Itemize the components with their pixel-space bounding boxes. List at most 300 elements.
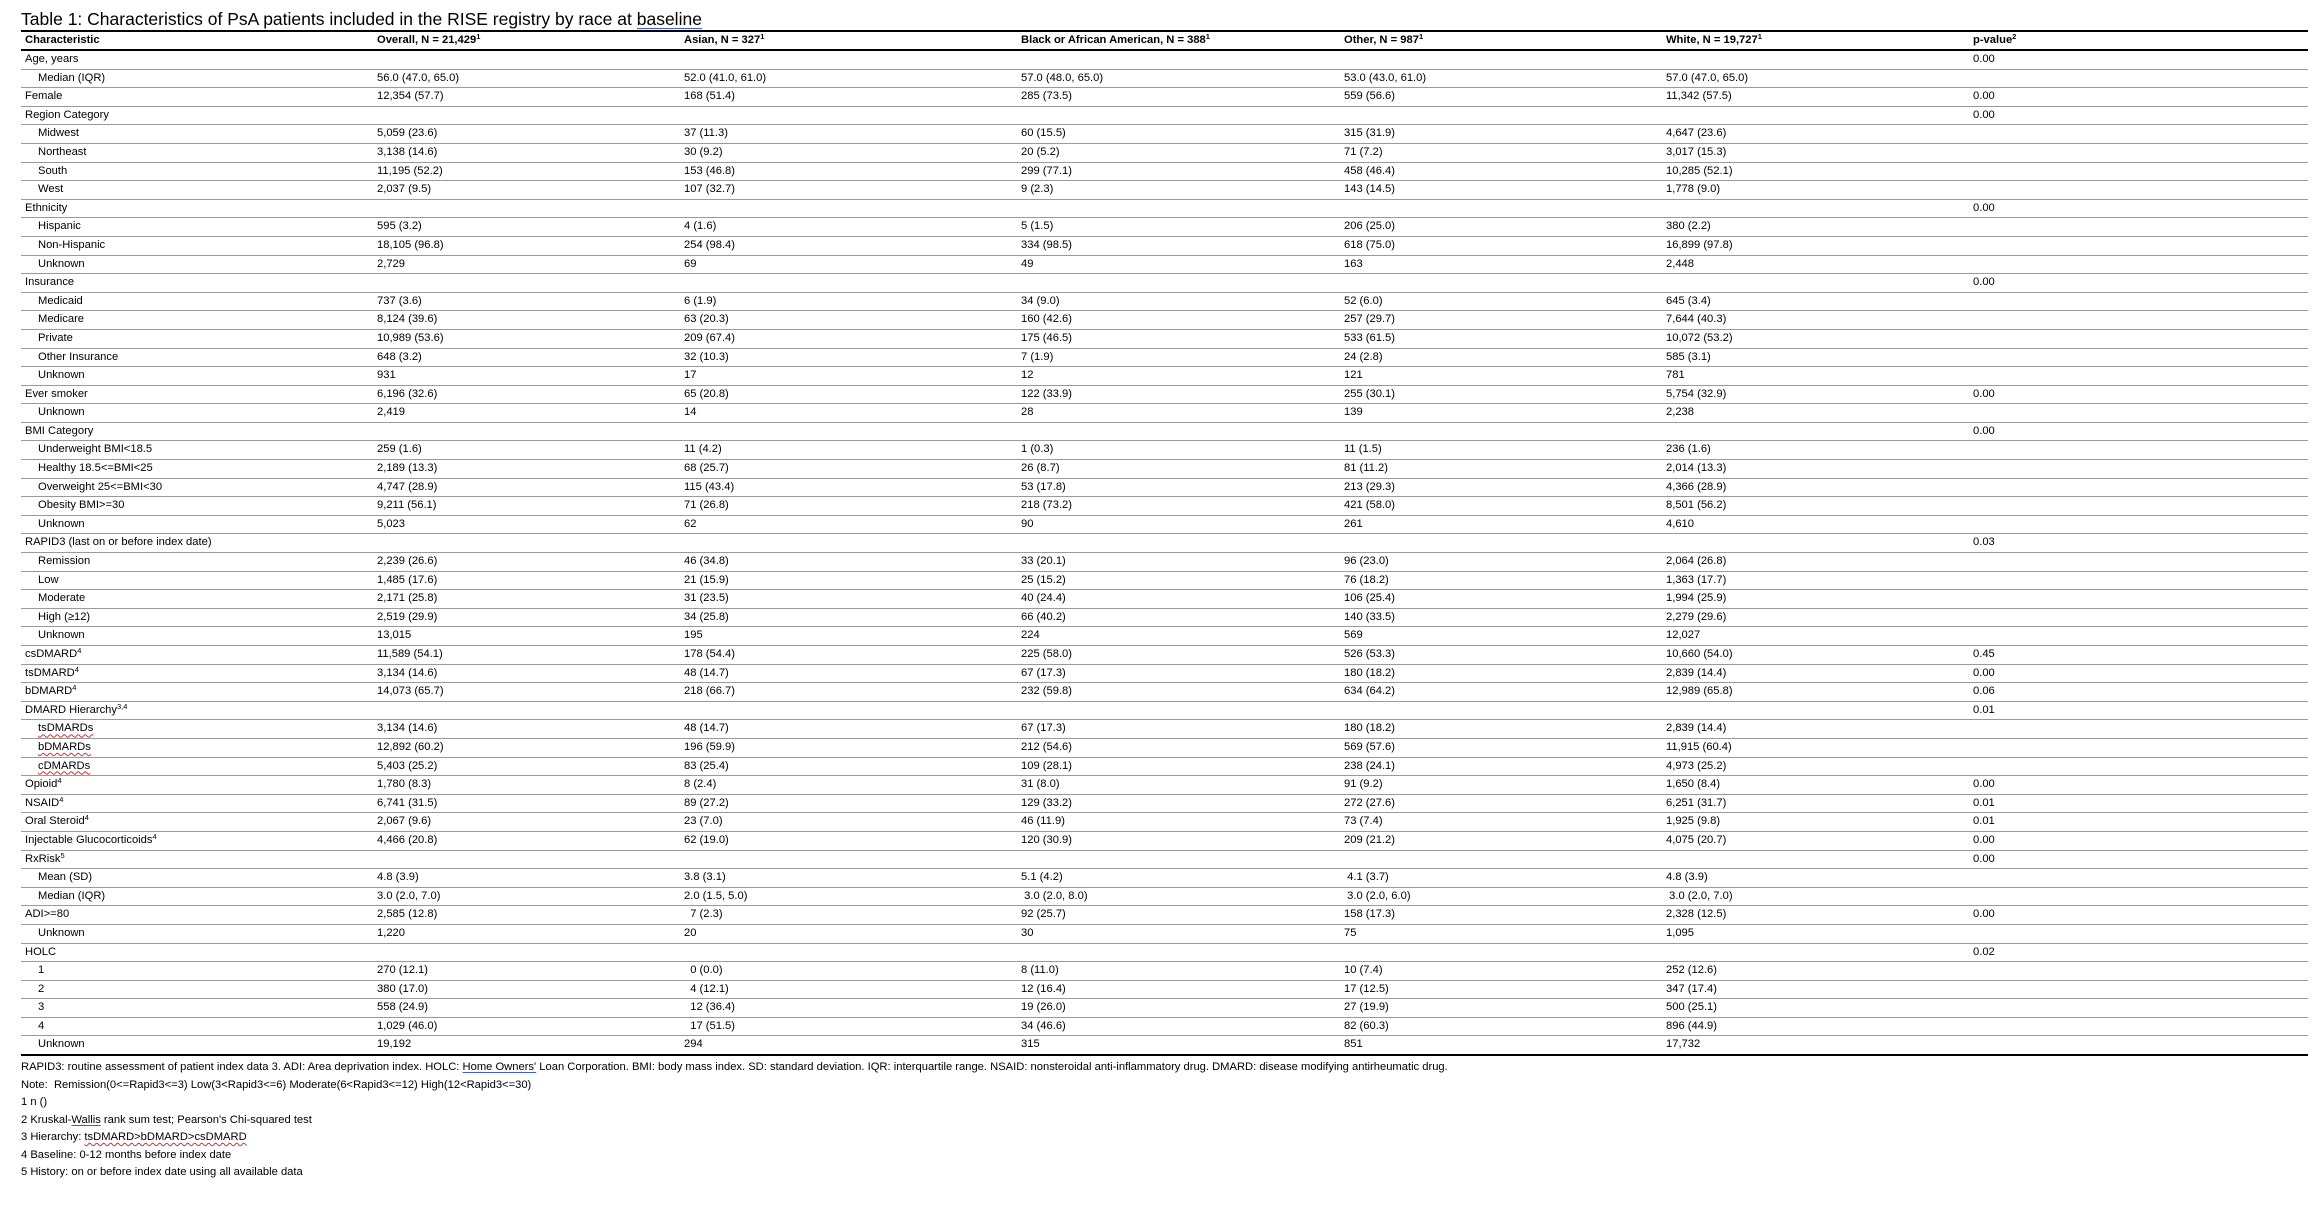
table-row [21,831,2308,850]
row-label-text: Age, years [25,53,79,65]
header-row [21,31,2308,50]
table-cell: 18,105 (96.8) [373,236,680,255]
table-cell: 153 (46.8) [680,162,1017,181]
column-header-4 [1340,31,1662,50]
footnote-marker: 1 [1757,32,1762,41]
table-cell [1340,850,1662,869]
table-cell: 107 (32.7) [680,181,1017,200]
row-label-text: HOLC [25,945,57,958]
table-cell [680,106,1017,125]
p-value-cell: 0.00 [1969,776,2308,795]
p-value-cell [1969,869,2308,888]
p-value-cell [1969,980,2308,999]
table-row [21,869,2308,888]
table-cell: 34 (25.8) [680,608,1017,627]
table-cell: 37 (11.3) [680,125,1017,144]
row-label-text: Median (IQR) [38,71,106,84]
table-row [21,943,2308,962]
table-cell: 218 (66.7) [680,683,1017,702]
column-header-2 [680,31,1017,50]
table-cell: 4.8 (3.9) [1662,869,1969,888]
table-cell [373,106,680,125]
footnote-marker: 1 [1205,32,1210,41]
table-cell: 89 (27.2) [680,794,1017,813]
table-cell: 5 (1.5) [1017,218,1340,237]
table-cell: 1,994 (25.9) [1662,590,1969,609]
table-cell: 25 (15.2) [1017,571,1340,590]
p-value-cell [1969,497,2308,516]
table-cell: 32 (10.3) [680,348,1017,367]
table-cell: 33 (20.1) [1017,553,1340,572]
table-cell: 19,192 [373,1036,680,1055]
row-label [21,794,373,813]
row-label [21,571,373,590]
footnote-marker: 1 [1418,32,1424,41]
table-cell: 315 [1017,1036,1340,1055]
table-cell: 195 [680,627,1017,646]
table-cell: 272 (27.6) [1340,794,1662,813]
table-row [21,422,2308,441]
table-cell: 4,366 (28.9) [1662,478,1969,497]
table-cell: 1,485 (17.6) [373,571,680,590]
p-value-cell [1969,311,2308,330]
table-cell: 120 (30.9) [1017,831,1340,850]
table-cell: 13,015 [373,627,680,646]
column-header-label: Black or African American, N = 388 [1021,34,1206,46]
table-cell: 10,285 (52.1) [1662,162,1969,181]
table-cell [1662,106,1969,125]
table-cell: 232 (59.8) [1017,683,1340,702]
table-cell: 65 (20.8) [680,385,1017,404]
table-cell: 299 (77.1) [1017,162,1340,181]
table-cell: 12,892 (60.2) [373,738,680,757]
row-label [21,497,373,516]
table-cell: 238 (24.1) [1340,757,1662,776]
row-label-text: Unknown [38,517,85,530]
table-cell: 53.0 (43.0, 61.0) [1340,69,1662,88]
row-label [21,887,373,906]
row-label [21,720,373,739]
row-label-text: High (≥12) [38,610,91,623]
table-cell: 896 (44.9) [1662,1017,1969,1036]
table-cell: 91 (9.2) [1340,776,1662,795]
row-label-text: Medicaid [38,294,83,307]
p-value-cell: 0.03 [1969,534,2308,553]
table-cell: 209 (67.4) [680,329,1017,348]
footnote-2-rest: rank sum test; Pearson's Chi-squared test [103,1113,312,1126]
table-row [21,850,2308,869]
table-cell: 2,519 (29.9) [373,608,680,627]
table-cell: 6,196 (32.6) [373,385,680,404]
table-cell [1340,50,1662,69]
table-caption [21,9,2308,30]
row-label-text: Female [25,90,63,103]
table-row [21,683,2308,702]
table-row [21,404,2308,423]
row-label [21,441,373,460]
p-value-cell [1969,608,2308,627]
table-cell: 30 [1017,924,1340,943]
abbreviations-note [21,1059,2308,1077]
table-row [21,69,2308,88]
table-cell: 11,342 (57.5) [1662,88,1969,107]
table-cell [1340,106,1662,125]
table-cell: 1,029 (46.0) [373,1017,680,1036]
table-cell: 259 (1.6) [373,441,680,460]
footnote-marker: 4 [152,831,157,841]
table-cell: 12 (16.4) [1017,980,1340,999]
row-label-text: Injectable Glucocorticoids [25,833,153,846]
table-cell: 10,072 (53.2) [1662,329,1969,348]
table-cell: 34 (46.6) [1017,1017,1340,1036]
table-cell: 53 (17.8) [1017,478,1340,497]
table-cell: 76 (18.2) [1340,571,1662,590]
abbrev-link: Home Owners' [462,1061,537,1074]
row-label [21,590,373,609]
table-cell: 11,915 (60.4) [1662,738,1969,757]
column-header-label: Overall, N = 21,429 [377,34,477,46]
footnote-marker: 1 [476,32,481,41]
table-row [21,218,2308,237]
column-header-label: Asian, N = 327 [684,34,761,46]
table-cell [680,50,1017,69]
p-value-cell [1969,218,2308,237]
table-cell: 7 (2.3) [680,906,1017,925]
row-label [21,757,373,776]
column-header-label: Characteristic [25,34,100,46]
row-label-text: Insurance [25,276,75,289]
table-cell: 294 [680,1036,1017,1055]
table-row [21,608,2308,627]
footnote-2 [21,1112,2308,1130]
footnote-marker: 5 [60,850,65,860]
table-cell: 16,899 (97.8) [1662,236,1969,255]
row-label [21,329,373,348]
p-value-cell [1969,292,2308,311]
table-cell: 81 (11.2) [1340,460,1662,479]
table-cell: 17 [680,367,1017,386]
table-cell [1017,50,1340,69]
table-cell: 57.0 (47.0, 65.0) [1662,69,1969,88]
table-row [21,924,2308,943]
p-value-cell: 0.00 [1969,50,2308,69]
table-cell [1340,199,1662,218]
table-cell: 143 (14.5) [1340,181,1662,200]
table-cell: 421 (58.0) [1340,497,1662,516]
p-value-cell: 0.00 [1969,274,2308,293]
table-cell: 34 (9.0) [1017,292,1340,311]
table-cell: 931 [373,367,680,386]
table-row [21,255,2308,274]
table-row [21,497,2308,516]
p-value-cell [1969,515,2308,534]
row-label [21,162,373,181]
table-row [21,478,2308,497]
table-cell: 82 (60.3) [1340,1017,1662,1036]
table-cell: 30 (9.2) [680,143,1017,162]
table-cell [1017,199,1340,218]
footnote-marker: 4 [77,646,82,655]
table-cell: 4.8 (3.9) [373,869,680,888]
table-cell: 3.0 (2.0, 7.0) [373,887,680,906]
table-cell: 12,027 [1662,627,1969,646]
row-label-text: tsDMARDs [38,722,94,735]
table-cell: 595 (3.2) [373,218,680,237]
table-cell: 4,747 (28.9) [373,478,680,497]
row-label-text: ADI>=80 [25,908,70,921]
table-cell: 56.0 (47.0, 65.0) [373,69,680,88]
table-cell: 1,925 (9.8) [1662,813,1969,832]
row-label [21,50,373,69]
p-value-cell [1969,329,2308,348]
row-label [21,255,373,274]
table-cell [373,943,680,962]
row-label-text: Low [38,573,59,586]
table-cell [373,50,680,69]
column-header-3 [1017,31,1340,50]
table-cell [1662,50,1969,69]
row-label [21,906,373,925]
table-row [21,646,2308,665]
rapid3-note: Note: Remission(0<=Rapid3<=3) Low(3<Rapid3<=6) Moderate(6<Rapid3<=12) High(12<Rapid3<=30) [21,1078,532,1091]
table-cell: 14 [680,404,1017,423]
table-cell: 67 (17.3) [1017,664,1340,683]
column-header-1 [373,31,680,50]
row-label-text: csDMARD [25,648,78,660]
table-cell: 645 (3.4) [1662,292,1969,311]
table-cell: 31 (8.0) [1017,776,1340,795]
column-header-label: White, N = 19,727 [1666,34,1758,46]
table-cell: 62 [680,515,1017,534]
row-label-text: Overweight 25<=BMI<30 [38,480,163,493]
row-label-text: Healthy 18.5<=BMI<25 [38,462,153,475]
table-cell: 569 (57.6) [1340,738,1662,757]
table-cell: 380 (2.2) [1662,218,1969,237]
row-label-text: bDMARD [25,685,73,698]
table-row [21,274,2308,293]
p-value-cell: 0.00 [1969,850,2308,869]
p-value-cell [1969,738,2308,757]
table-cell: 2,729 [373,255,680,274]
table-cell: 57.0 (48.0, 65.0) [1017,69,1340,88]
row-label-text: Hispanic [38,220,81,233]
table-cell: 2,279 (29.6) [1662,608,1969,627]
table-cell: 12,354 (57.7) [373,88,680,107]
table-cell: 14,073 (65.7) [373,683,680,702]
table-cell: 21 (15.9) [680,571,1017,590]
table-cell: 2,014 (13.3) [1662,460,1969,479]
table-cell: 5,059 (23.6) [373,125,680,144]
table-row [21,906,2308,925]
table-row [21,962,2308,981]
table-cell: 10,989 (53.6) [373,329,680,348]
table-cell: 458 (46.4) [1340,162,1662,181]
p-value-cell [1969,367,2308,386]
table-notes [21,1059,2308,1182]
table-cell: 52.0 (41.0, 61.0) [680,69,1017,88]
table-cell: 168 (51.4) [680,88,1017,107]
footnote-marker: 4 [84,813,89,823]
row-label-text: RAPID3 (last on or before index date) [25,536,212,549]
p-value-cell [1969,720,2308,739]
p-value-cell [1969,553,2308,572]
table-cell: 62 (19.0) [680,831,1017,850]
table-cell: 8 (11.0) [1017,962,1340,981]
row-label-text: cDMARDs [38,759,91,772]
row-label-text: Unknown [38,257,85,270]
table-row [21,236,2308,255]
table-row [21,143,2308,162]
row-label-text: DMARD Hierarchy [25,703,117,716]
row-label-text: Moderate [38,592,86,605]
footnote-3 [21,1129,2308,1147]
table-cell: 12 [1017,367,1340,386]
table-cell: 380 (17.0) [373,980,680,999]
row-label-text: BMI Category [25,424,94,437]
table-cell [1662,701,1969,720]
table-cell: 10,660 (54.0) [1662,646,1969,665]
row-label [21,813,373,832]
table-cell: 2,238 [1662,404,1969,423]
table-cell: 129 (33.2) [1017,794,1340,813]
table-cell: 160 (42.6) [1017,311,1340,330]
table-header [21,31,2308,50]
table-cell: 2,037 (9.5) [373,181,680,200]
table-cell: 1 (0.3) [1017,441,1340,460]
table-cell: 559 (56.6) [1340,88,1662,107]
p-value-cell [1969,404,2308,423]
table-cell: 8,124 (39.6) [373,311,680,330]
document [21,9,2308,1182]
row-label [21,738,373,757]
row-label [21,125,373,144]
table-cell: 2,839 (14.4) [1662,720,1969,739]
table-cell: 92 (25.7) [1017,906,1340,925]
p-value-cell [1969,181,2308,200]
table-cell: 2,419 [373,404,680,423]
table-cell: 2,839 (14.4) [1662,664,1969,683]
table-cell: 11 (1.5) [1340,441,1662,460]
footnote-1: 1 n () [21,1096,48,1109]
row-label-text: Northeast [38,145,87,158]
p-value-cell: 0.06 [1969,683,2308,702]
row-label-text: Other Insurance [38,350,119,363]
table-row [21,887,2308,906]
table-cell [1340,701,1662,720]
row-label-text: Unknown [38,406,85,419]
table-cell: 2,067 (9.6) [373,813,680,832]
p-value-cell [1969,460,2308,479]
table-cell: 315 (31.9) [1340,125,1662,144]
table-cell: 6 (1.9) [680,292,1017,311]
p-value-cell: 0.45 [1969,646,2308,665]
table-cell: 500 (25.1) [1662,999,1969,1018]
row-label [21,553,373,572]
table-cell [680,199,1017,218]
table-cell: 4,075 (20.7) [1662,831,1969,850]
column-header-6 [1969,31,2308,50]
row-label-text: Mean (SD) [38,871,93,884]
table-row [21,813,2308,832]
row-label [21,924,373,943]
table-cell: 60 (15.5) [1017,125,1340,144]
row-label-text: Private [38,331,73,344]
row-label-text: Unknown [38,629,85,642]
row-label [21,385,373,404]
table-cell: 90 [1017,515,1340,534]
p-value-cell: 0.00 [1969,422,2308,441]
p-value-cell [1969,441,2308,460]
row-label [21,236,373,255]
table-row [21,367,2308,386]
table-cell: 71 (7.2) [1340,143,1662,162]
table-cell: 5,023 [373,515,680,534]
table-cell: 0 (0.0) [680,962,1017,981]
table-cell: 106 (25.4) [1340,590,1662,609]
row-label [21,831,373,850]
table-row [21,348,2308,367]
column-header-5 [1662,31,1969,50]
table-cell: 7,644 (40.3) [1662,311,1969,330]
table-cell: 618 (75.0) [1340,236,1662,255]
table-cell: 2,171 (25.8) [373,590,680,609]
table-row [21,738,2308,757]
row-label-text: Opioid [25,778,58,791]
table-cell: 27 (19.9) [1340,999,1662,1018]
p-value-cell [1969,627,2308,646]
row-label [21,422,373,441]
table-cell: 1,095 [1662,924,1969,943]
row-label [21,850,373,869]
table-cell [1017,850,1340,869]
table-row [21,181,2308,200]
table-cell [373,534,680,553]
table-cell: 585 (3.1) [1662,348,1969,367]
table-cell: 2,585 (12.8) [373,906,680,925]
table-cell: 140 (33.5) [1340,608,1662,627]
p-value-cell [1969,924,2308,943]
table-cell: 3,134 (14.6) [373,720,680,739]
table-cell: 5,754 (32.9) [1662,385,1969,404]
table-cell: 115 (43.4) [680,478,1017,497]
p-value-cell [1969,887,2308,906]
table-cell: 347 (17.4) [1662,980,1969,999]
table-cell: 163 [1340,255,1662,274]
p-value-cell [1969,571,2308,590]
row-label [21,646,373,665]
p-value-cell: 0.00 [1969,906,2308,925]
table-cell: 3.8 (3.1) [680,869,1017,888]
row-label-text: Region Category [25,108,109,121]
row-label-text: Obesity BMI>=30 [38,499,125,512]
table-cell [1662,274,1969,293]
table-cell: 75 [1340,924,1662,943]
table-cell: 9 (2.3) [1017,181,1340,200]
table-cell [1340,943,1662,962]
table-cell: 12,989 (65.8) [1662,683,1969,702]
p-value-cell [1969,69,2308,88]
table-cell: 1,780 (8.3) [373,776,680,795]
table-cell: 4 (12.1) [680,980,1017,999]
table-cell: 73 (7.4) [1340,813,1662,832]
row-label-text: bDMARDs [38,740,91,753]
table-cell: 48 (14.7) [680,664,1017,683]
table-cell: 6,251 (31.7) [1662,794,1969,813]
footnote-marker: 2 [2012,32,2017,41]
table-cell [1662,199,1969,218]
p-value-cell: 0.01 [1969,813,2308,832]
row-label-text: West [38,183,64,196]
